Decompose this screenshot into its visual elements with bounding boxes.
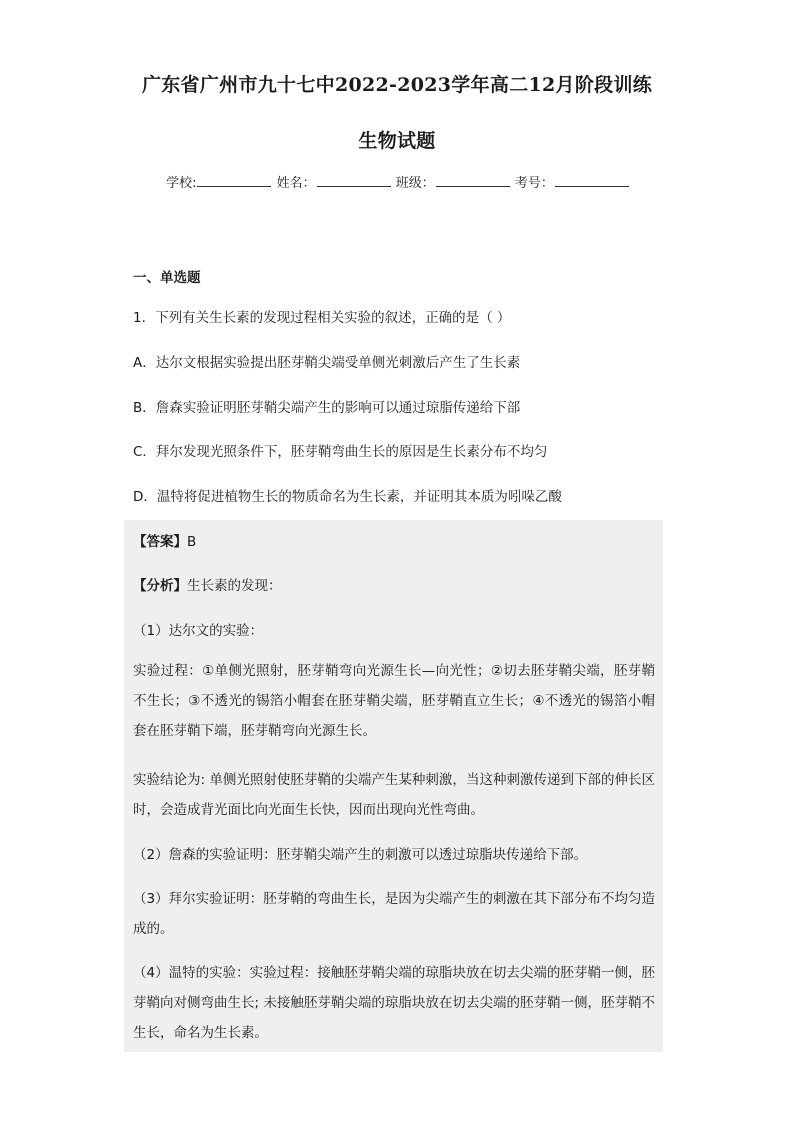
option-a: A．达尔文根据实验提出胚芽鞘尖端受单侧光刺激后产生了生长素: [133, 355, 521, 371]
analysis-jensen: （2）詹森的实验证明：胚芽鞘尖端产生的刺激可以透过琼脂块传递给下部。: [133, 847, 588, 863]
analysis-went: （4）温特的实验：实验过程：接触胚芽鞘尖端的琼脂块放在切去尖端的胚芽鞘一侧，胚芽鞘向对侧弯曲生长; 未接触胚芽鞘尖端的琼脂块放在切去尖端的胚芽鞘一侧，胚芽鞘不生长，命名为生长素。: [133, 965, 655, 1041]
option-b: B．詹森实验证明胚芽鞘尖端产生的影响可以通过琼脂传递给下部: [133, 400, 521, 416]
student-info-line: [0, 172, 794, 191]
document-subtitle: 生物试题: [358, 130, 436, 152]
question-stem: 1．下列有关生长素的发现过程相关实验的叙述，正确的是（ ）: [133, 310, 511, 326]
analysis-darwin-title: （1）达尔文的实验：: [133, 623, 264, 639]
answer-line: [133, 530, 196, 550]
name-blank: [317, 174, 391, 187]
analysis-darwin-process: 实验过程：①单侧光照射，胚芽鞘弯向光源生长—向光性；②切去胚芽鞘尖端，胚芽鞘不生长；③不透光的锡箔小帽套在胚芽鞘尖端，胚芽鞘直立生长；④不透光的锡箔小帽套在胚芽鞘下端，胚芽鞘弯向光源生长。: [133, 663, 655, 739]
class-label: 班级：: [395, 176, 435, 191]
exam-number-label: 考号：: [514, 176, 554, 191]
analysis-label: 【分析】: [133, 578, 187, 594]
option-c: C．拜尔发现光照条件下，胚芽鞘弯曲生长的原因是生长素分布不均匀: [133, 444, 548, 460]
class-blank: [436, 174, 510, 187]
answer-analysis-box: [124, 520, 663, 1052]
answer-label: 【答案】: [133, 534, 187, 550]
exam-number-blank: [555, 174, 629, 187]
name-label: 姓名：: [276, 176, 316, 191]
analysis-intro: 生长素的发现：: [187, 578, 282, 594]
analysis-paal: （3）拜尔实验证明：胚芽鞘的弯曲生长，是因为尖端产生的刺激在其下部分布不均匀造成的。: [133, 891, 655, 937]
document-title: 广东省广州市九十七中2022-2023学年高二12月阶段训练: [141, 74, 653, 96]
answer-value: B: [187, 534, 197, 550]
school-label: 学校:: [166, 176, 197, 191]
section-heading: 一、单选题: [133, 270, 201, 286]
analysis-darwin-conclusion: 实验结论为: 单侧光照射使胚芽鞘的尖端产生某种刺激，当这种刺激传递到下部的伸长区时，会造成背光面比向光面生长快，因而出现向光性弯曲。: [133, 772, 655, 818]
analysis-line: [133, 574, 282, 594]
option-d: D．温特将促进植物生长的物质命名为生长素，并证明其本质为吲哚乙酸: [133, 489, 562, 505]
school-blank: [197, 174, 271, 187]
